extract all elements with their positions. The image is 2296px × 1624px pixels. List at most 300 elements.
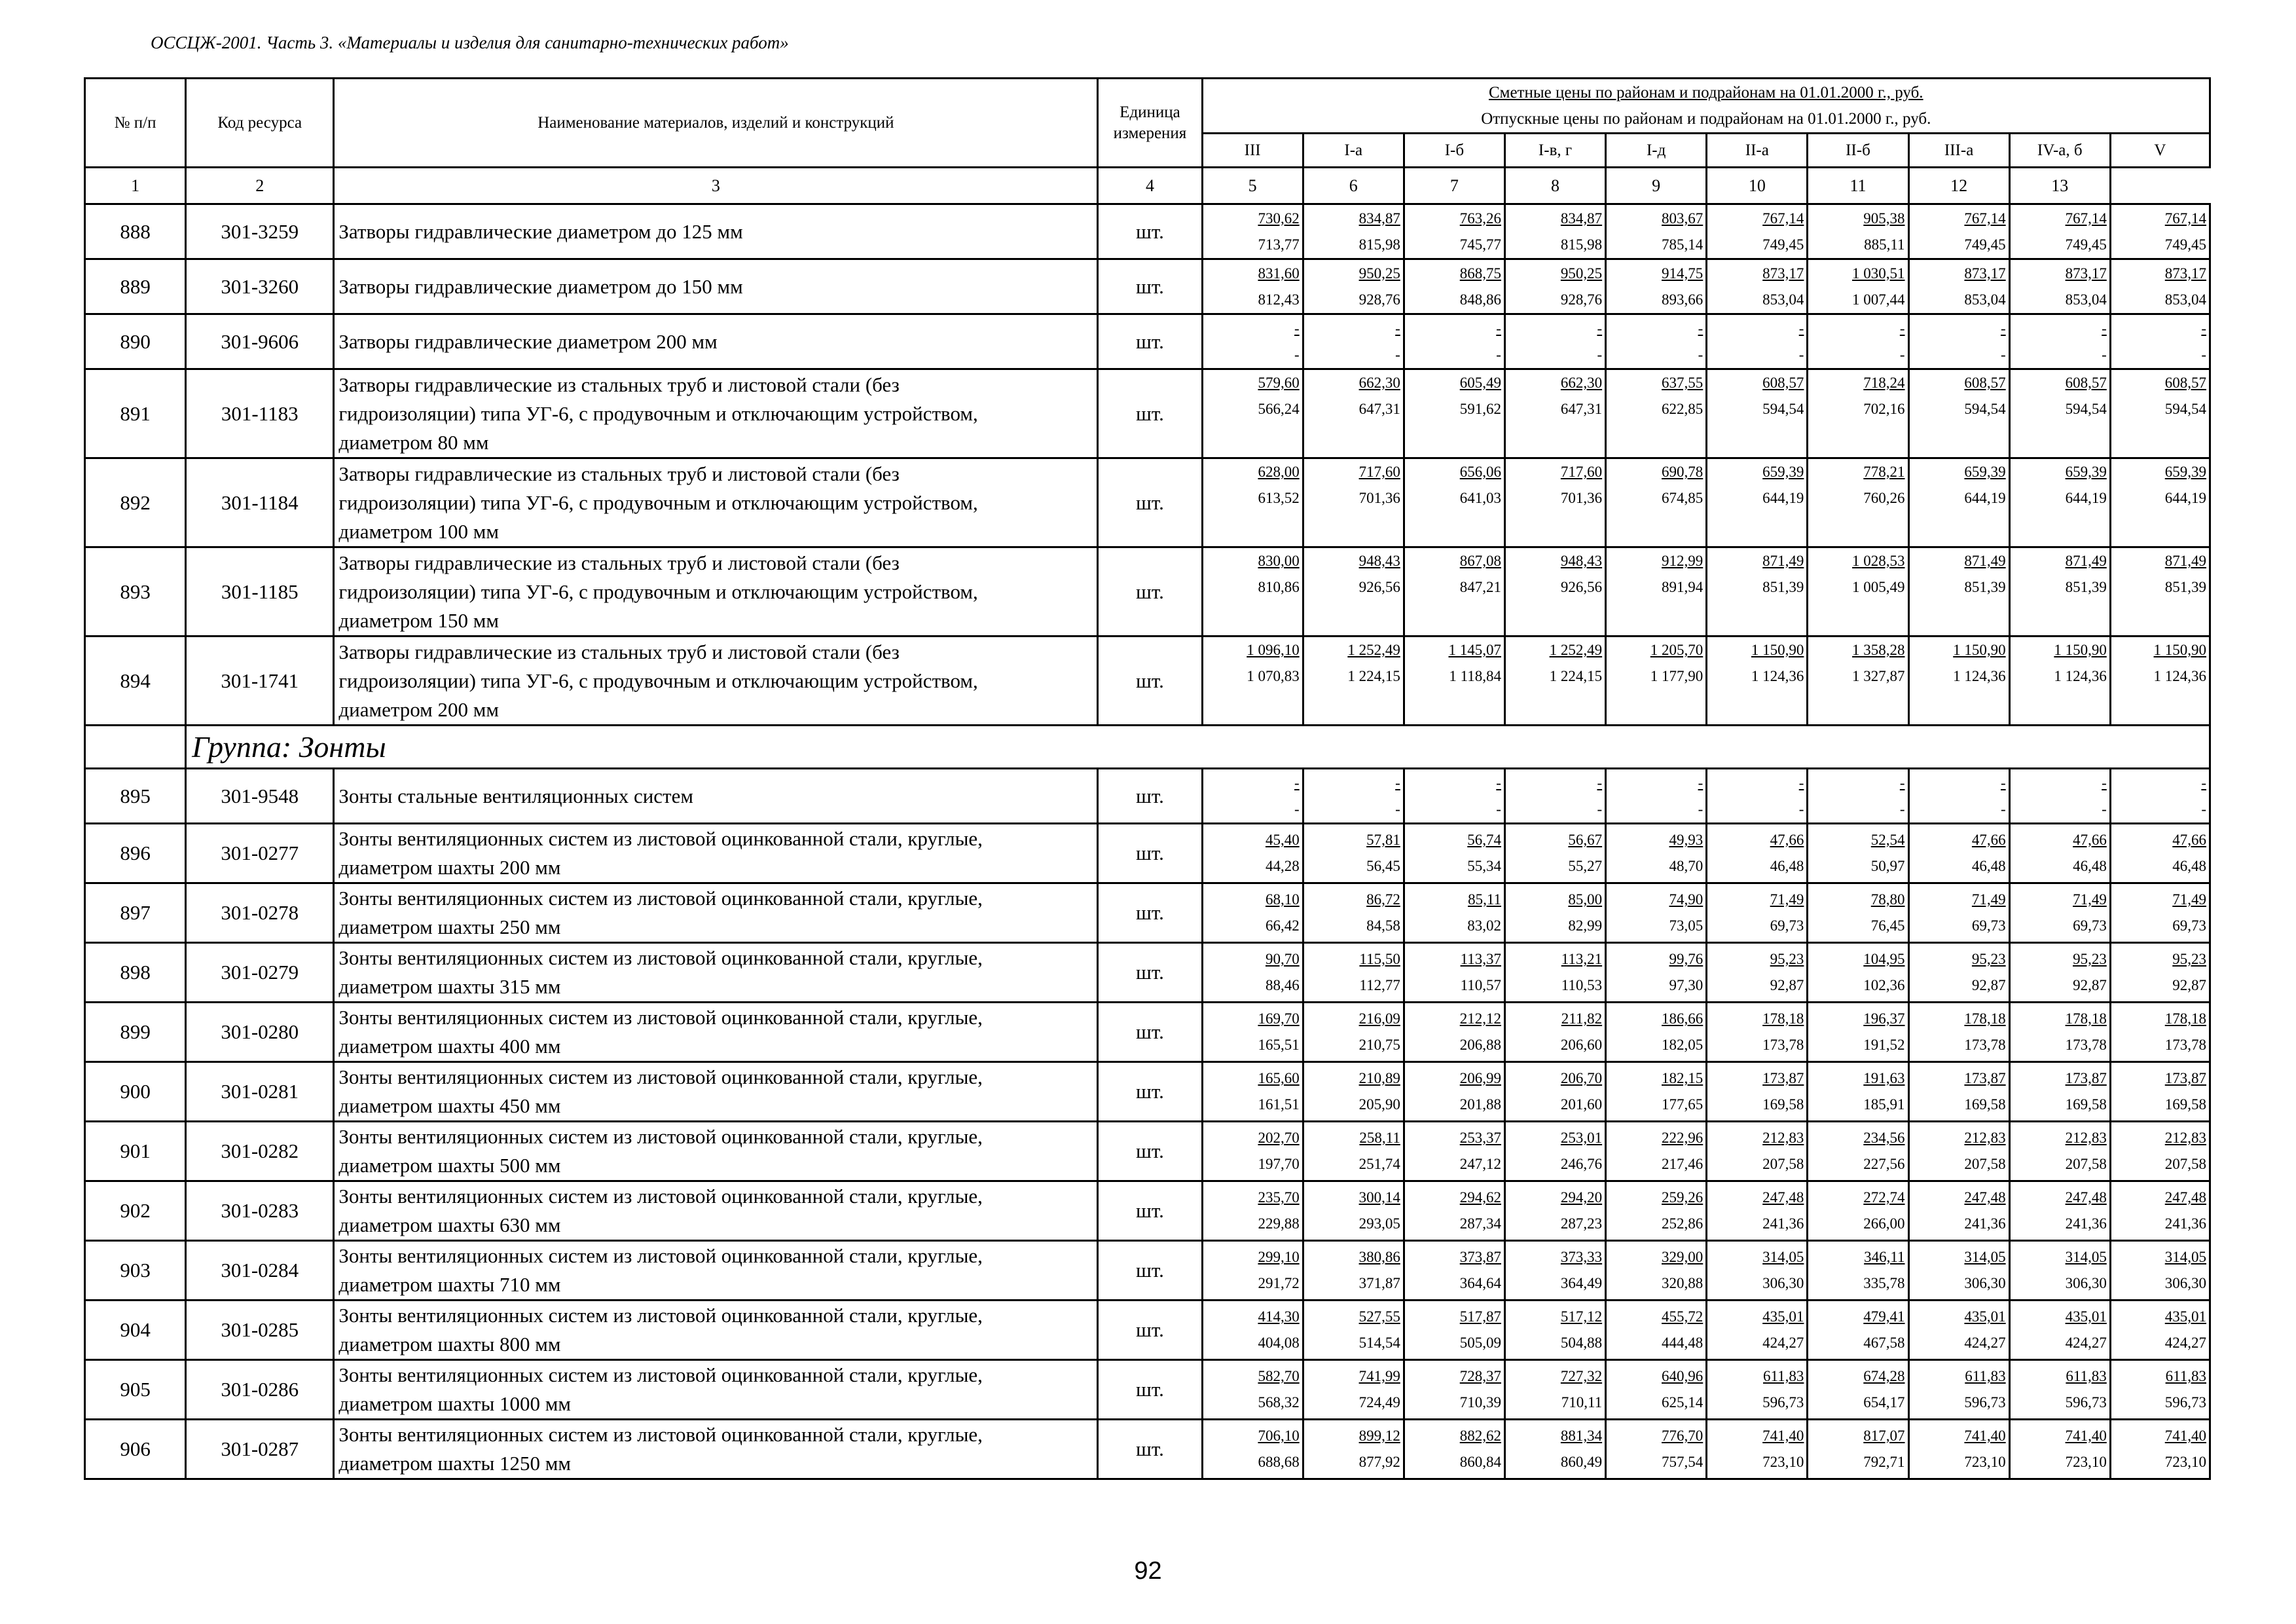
price-cell bbox=[1202, 943, 1303, 1003]
release-price: 1 007,44 bbox=[1852, 291, 1905, 308]
group-spacer bbox=[85, 726, 186, 769]
item-name bbox=[334, 1062, 1098, 1122]
estimated-price: 173,87 bbox=[2065, 1070, 2107, 1086]
price-cell bbox=[1908, 1241, 2009, 1301]
price-cell bbox=[2110, 769, 2210, 824]
release-price: 928,76 bbox=[1560, 291, 1603, 308]
release-price: 88,46 bbox=[1265, 977, 1300, 993]
estimated-price: 948,43 bbox=[1560, 553, 1603, 569]
release-price: 745,77 bbox=[1459, 236, 1501, 253]
price-cell bbox=[2009, 1181, 2110, 1241]
estimated-price: 873,17 bbox=[1964, 265, 2006, 282]
price-cell bbox=[1504, 1360, 1605, 1420]
release-price: 169,58 bbox=[2164, 1096, 2206, 1113]
price-cell bbox=[1202, 883, 1303, 943]
price-cell bbox=[1404, 943, 1504, 1003]
price-cell bbox=[1202, 1360, 1303, 1420]
release-price: 110,53 bbox=[1561, 977, 1603, 993]
column-index: 3 bbox=[334, 168, 1098, 204]
release-price: 306,30 bbox=[2065, 1275, 2107, 1291]
estimated-price: 380,86 bbox=[1358, 1249, 1400, 1265]
column-index: 1 bbox=[85, 168, 186, 204]
price-cell bbox=[1606, 824, 1707, 883]
estimated-price: 212,83 bbox=[2065, 1130, 2107, 1146]
price-cell bbox=[2110, 1301, 2210, 1360]
release-price: 467,58 bbox=[1863, 1335, 1905, 1351]
item-name-line: диаметром шахты 200 мм bbox=[338, 856, 561, 879]
estimated-price: 662,30 bbox=[1560, 375, 1603, 391]
release-price: 594,54 bbox=[1762, 401, 1804, 417]
release-price: 785,14 bbox=[1662, 236, 1704, 253]
price-cell bbox=[1606, 1122, 1707, 1181]
price-cell bbox=[1504, 458, 1605, 547]
release-price: 594,54 bbox=[2065, 401, 2107, 417]
table-row bbox=[85, 637, 2210, 726]
release-price: 424,27 bbox=[2164, 1335, 2206, 1351]
estimated-price: 178,18 bbox=[1964, 1010, 2006, 1027]
release-price: 206,88 bbox=[1459, 1037, 1501, 1053]
table-body-gates bbox=[85, 204, 2210, 726]
release-price: 1 070,83 bbox=[1247, 668, 1300, 684]
release-price: 724,49 bbox=[1358, 1394, 1400, 1411]
release-price: 1 177,90 bbox=[1650, 668, 1704, 684]
estimated-price: 608,57 bbox=[2164, 375, 2206, 391]
release-price: 335,78 bbox=[1863, 1275, 1905, 1291]
price-cell bbox=[2009, 1420, 2110, 1479]
estimated-price: - bbox=[2102, 774, 2107, 791]
estimated-price: 803,67 bbox=[1662, 210, 1704, 227]
estimated-price: 234,56 bbox=[1863, 1130, 1905, 1146]
estimated-price: 873,17 bbox=[2164, 265, 2206, 282]
estimated-price: 767,14 bbox=[1964, 210, 2006, 227]
price-cell bbox=[2110, 547, 2210, 637]
estimated-price: - bbox=[2201, 774, 2206, 791]
release-price: 69,73 bbox=[2073, 917, 2107, 934]
release-price: 444,48 bbox=[1662, 1335, 1704, 1351]
row-number: 902 bbox=[85, 1181, 186, 1241]
table-row bbox=[85, 824, 2210, 883]
price-table bbox=[84, 77, 2211, 1480]
release-price: 165,51 bbox=[1258, 1037, 1300, 1053]
estimated-price: 659,39 bbox=[1964, 464, 2006, 480]
estimated-price: 674,28 bbox=[1863, 1368, 1905, 1384]
release-price: 287,23 bbox=[1560, 1215, 1603, 1232]
price-cell bbox=[1202, 1241, 1303, 1301]
release-price: 169,58 bbox=[2065, 1096, 2107, 1113]
price-cell bbox=[1202, 1122, 1303, 1181]
item-name-line: Затворы гидравлические из стальных труб и листовой стали (без bbox=[338, 640, 900, 663]
item-name bbox=[334, 769, 1098, 824]
release-price: 647,31 bbox=[1358, 401, 1400, 417]
column-index-row bbox=[85, 168, 2210, 204]
release-price: 252,86 bbox=[1662, 1215, 1704, 1232]
item-name bbox=[334, 458, 1098, 547]
region-header: I-в, г bbox=[1504, 134, 1605, 168]
price-cell bbox=[1606, 547, 1707, 637]
table-row bbox=[85, 259, 2210, 314]
region-header: III bbox=[1202, 134, 1303, 168]
unit-of-measure: шт. bbox=[1098, 637, 1202, 726]
resource-code: 301-0279 bbox=[186, 943, 334, 1003]
estimated-price: 873,17 bbox=[1762, 265, 1804, 282]
release-price: 55,27 bbox=[1568, 858, 1603, 874]
price-cell bbox=[1404, 1420, 1504, 1479]
item-name-line: диаметром шахты 710 мм bbox=[338, 1273, 561, 1296]
price-cell bbox=[1202, 1062, 1303, 1122]
estimated-price: 741,40 bbox=[1964, 1428, 2006, 1444]
price-cell bbox=[2110, 458, 2210, 547]
item-name-line: гидроизоляции) типа УГ-6, с продувочным и отключающим устройством, bbox=[338, 490, 978, 514]
estimated-price: 90,70 bbox=[1265, 951, 1300, 967]
estimated-price: 871,49 bbox=[1964, 553, 2006, 569]
region-header: I-д bbox=[1606, 134, 1707, 168]
price-cell bbox=[1303, 547, 1404, 637]
estimated-price: 86,72 bbox=[1366, 891, 1400, 908]
release-price: 701,36 bbox=[1560, 490, 1603, 506]
release-price: - bbox=[2102, 346, 2107, 363]
release-price: 1 124,36 bbox=[2054, 668, 2107, 684]
unit-of-measure: шт. bbox=[1098, 769, 1202, 824]
table-row bbox=[85, 314, 2210, 369]
estimated-price: 914,75 bbox=[1662, 265, 1704, 282]
release-price: 877,92 bbox=[1358, 1454, 1400, 1470]
item-name-line: гидроизоляции) типа УГ-6, с продувочным и отключающим устройством, bbox=[338, 669, 978, 692]
release-price: 110,57 bbox=[1460, 977, 1501, 993]
release-price: 594,54 bbox=[2164, 401, 2206, 417]
resource-code: 301-0277 bbox=[186, 824, 334, 883]
estimated-price: 186,66 bbox=[1662, 1010, 1704, 1027]
estimated-price: - bbox=[2102, 320, 2107, 337]
release-price: 514,54 bbox=[1358, 1335, 1400, 1351]
price-cell bbox=[1202, 204, 1303, 259]
release-price: 848,86 bbox=[1459, 291, 1501, 308]
price-cell bbox=[1303, 1360, 1404, 1420]
estimated-price: 47,66 bbox=[2172, 832, 2206, 848]
price-cell bbox=[1808, 1420, 1908, 1479]
price-cell bbox=[2009, 547, 2110, 637]
price-cell bbox=[1504, 259, 1605, 314]
release-price: 173,78 bbox=[1762, 1037, 1804, 1053]
price-cell bbox=[1504, 824, 1605, 883]
release-price: 102,36 bbox=[1863, 977, 1905, 993]
estimated-price: 659,39 bbox=[2164, 464, 2206, 480]
estimated-price: 741,40 bbox=[2164, 1428, 2206, 1444]
table-row bbox=[85, 369, 2210, 458]
region-header: III-а bbox=[1908, 134, 2009, 168]
release-price: - bbox=[1899, 800, 1905, 817]
release-price: 860,84 bbox=[1459, 1454, 1501, 1470]
release-price: - bbox=[1395, 800, 1400, 817]
header-name: Наименование материалов, изделий и конструкций bbox=[334, 79, 1098, 168]
column-index: 12 bbox=[1908, 168, 2009, 204]
price-cell bbox=[1808, 1062, 1908, 1122]
price-cell bbox=[2009, 204, 2110, 259]
item-name-line: Зонты вентиляционных систем из листовой оцинкованной стали, круглые, bbox=[338, 946, 983, 969]
release-price: - bbox=[1698, 346, 1704, 363]
price-cell bbox=[1504, 943, 1605, 1003]
price-cell bbox=[1202, 824, 1303, 883]
estimated-price: 455,72 bbox=[1662, 1308, 1704, 1325]
estimated-price: 868,75 bbox=[1459, 265, 1501, 282]
region-header: V bbox=[2110, 134, 2210, 168]
price-cell bbox=[1504, 547, 1605, 637]
release-price: 69,73 bbox=[1770, 917, 1804, 934]
estimated-price: 85,11 bbox=[1468, 891, 1501, 908]
estimated-price: 373,87 bbox=[1459, 1249, 1501, 1265]
release-price: 69,73 bbox=[1971, 917, 2006, 934]
estimated-price: 730,62 bbox=[1258, 210, 1300, 227]
estimated-price: - bbox=[2201, 320, 2206, 337]
price-cell bbox=[2110, 637, 2210, 726]
item-name-line: Зонты вентиляционных систем из листовой оцинкованной стали, круглые, bbox=[338, 1185, 983, 1208]
release-price: 749,45 bbox=[2065, 236, 2107, 253]
price-cell bbox=[2009, 369, 2110, 458]
price-cell bbox=[1808, 883, 1908, 943]
page-number: 92 bbox=[1134, 1557, 1162, 1585]
price-cell bbox=[1707, 637, 1808, 726]
item-name-line: диаметром 100 мм bbox=[338, 519, 500, 543]
price-cell bbox=[1303, 769, 1404, 824]
estimated-price: 1 096,10 bbox=[1247, 642, 1300, 658]
price-cell bbox=[1606, 1181, 1707, 1241]
release-price: 182,05 bbox=[1662, 1037, 1704, 1053]
estimated-price: 222,96 bbox=[1662, 1130, 1704, 1146]
unit-of-measure: шт. bbox=[1098, 1003, 1202, 1062]
estimated-price: 1 252,49 bbox=[1549, 642, 1603, 658]
price-cell bbox=[1404, 824, 1504, 883]
resource-code: 301-1185 bbox=[186, 547, 334, 637]
group-row-body bbox=[85, 726, 2210, 769]
release-price: - bbox=[2201, 346, 2206, 363]
unit-of-measure: шт. bbox=[1098, 547, 1202, 637]
header-unit: Единица измерения bbox=[1098, 79, 1202, 168]
price-cell bbox=[1404, 259, 1504, 314]
resource-code: 301-0287 bbox=[186, 1420, 334, 1479]
price-cell bbox=[1707, 1420, 1808, 1479]
price-cell bbox=[2110, 943, 2210, 1003]
header-num: № п/п bbox=[85, 79, 186, 168]
item-name-line: диаметром шахты 630 мм bbox=[338, 1213, 561, 1236]
estimated-price: 212,83 bbox=[2164, 1130, 2206, 1146]
estimated-price: 68,10 bbox=[1265, 891, 1300, 908]
row-number: 904 bbox=[85, 1301, 186, 1360]
region-header: IV-а, б bbox=[2009, 134, 2110, 168]
release-price: 1 124,36 bbox=[2153, 668, 2206, 684]
resource-code: 301-1184 bbox=[186, 458, 334, 547]
release-price: 169,58 bbox=[1762, 1096, 1804, 1113]
price-cell bbox=[1808, 547, 1908, 637]
column-index: 10 bbox=[1707, 168, 1808, 204]
release-price: 173,78 bbox=[1964, 1037, 2006, 1053]
estimated-price: 346,11 bbox=[1864, 1249, 1905, 1265]
item-name-line: Затворы гидравлические из стальных труб и листовой стали (без bbox=[338, 462, 900, 485]
price-cell bbox=[2110, 1420, 2210, 1479]
estimated-price: 950,25 bbox=[1358, 265, 1400, 282]
release-price: 851,39 bbox=[2065, 579, 2107, 595]
estimated-price: 300,14 bbox=[1358, 1189, 1400, 1206]
resource-code: 301-0283 bbox=[186, 1181, 334, 1241]
estimated-price: 830,00 bbox=[1258, 553, 1300, 569]
estimated-price: 173,87 bbox=[2164, 1070, 2206, 1086]
price-cell bbox=[1303, 259, 1404, 314]
estimated-price: 834,87 bbox=[1358, 210, 1400, 227]
price-cell bbox=[2009, 314, 2110, 369]
release-price: 568,32 bbox=[1258, 1394, 1300, 1411]
estimated-price: 71,49 bbox=[1971, 891, 2006, 908]
column-index: 2 bbox=[186, 168, 334, 204]
resource-code: 301-0285 bbox=[186, 1301, 334, 1360]
row-number: 897 bbox=[85, 883, 186, 943]
estimated-price: - bbox=[2001, 320, 2006, 337]
estimated-price: 717,60 bbox=[1560, 464, 1603, 480]
price-cell bbox=[1908, 1360, 2009, 1420]
unit-of-measure: шт. bbox=[1098, 1301, 1202, 1360]
estimated-price: 414,30 bbox=[1258, 1308, 1300, 1325]
estimated-price: 905,38 bbox=[1863, 210, 1905, 227]
header-code: Код ресурса bbox=[186, 79, 334, 168]
price-cell bbox=[1303, 314, 1404, 369]
release-price: 504,88 bbox=[1560, 1335, 1603, 1351]
estimated-price: 1 150,90 bbox=[2054, 642, 2107, 658]
unit-of-measure: шт. bbox=[1098, 883, 1202, 943]
estimated-price: 873,17 bbox=[2065, 265, 2107, 282]
estimated-price: 235,70 bbox=[1258, 1189, 1300, 1206]
price-cell bbox=[1808, 314, 1908, 369]
row-number: 906 bbox=[85, 1420, 186, 1479]
release-price: 217,46 bbox=[1662, 1156, 1704, 1172]
release-price: 851,39 bbox=[1762, 579, 1804, 595]
release-price: - bbox=[1798, 346, 1804, 363]
item-name-line: диаметром шахты 800 мм bbox=[338, 1333, 561, 1356]
price-cell bbox=[1404, 1003, 1504, 1062]
estimated-price: 912,99 bbox=[1662, 553, 1704, 569]
price-cell bbox=[2009, 458, 2110, 547]
item-name-line: диаметром 200 мм bbox=[338, 697, 500, 721]
release-price: 885,11 bbox=[1864, 236, 1905, 253]
price-cell bbox=[1202, 458, 1303, 547]
unit-of-measure: шт. bbox=[1098, 943, 1202, 1003]
estimated-price: 272,74 bbox=[1863, 1189, 1905, 1206]
release-price: 92,87 bbox=[2073, 977, 2107, 993]
estimated-price: - bbox=[1798, 774, 1804, 791]
release-price: 851,39 bbox=[2164, 579, 2206, 595]
release-price: 46,48 bbox=[2172, 858, 2206, 874]
price-cell bbox=[2110, 1003, 2210, 1062]
region-header: II-а bbox=[1707, 134, 1808, 168]
estimated-price: 47,66 bbox=[2073, 832, 2107, 848]
price-cell bbox=[2009, 943, 2110, 1003]
price-cell bbox=[2009, 769, 2110, 824]
estimated-price: 656,06 bbox=[1459, 464, 1501, 480]
row-number: 889 bbox=[85, 259, 186, 314]
release-price: 46,48 bbox=[1971, 858, 2006, 874]
release-price: 1 224,15 bbox=[1347, 668, 1400, 684]
price-cell bbox=[1404, 1360, 1504, 1420]
estimated-price: - bbox=[1294, 774, 1300, 791]
price-cell bbox=[1908, 259, 2009, 314]
price-cell bbox=[1404, 458, 1504, 547]
price-cell bbox=[1202, 259, 1303, 314]
estimated-price: 718,24 bbox=[1863, 375, 1905, 391]
estimated-price: 71,49 bbox=[2073, 891, 2107, 908]
estimated-price: - bbox=[1798, 320, 1804, 337]
table-body-hoods bbox=[85, 769, 2210, 1479]
release-price: 1 124,36 bbox=[1751, 668, 1804, 684]
release-price: 161,51 bbox=[1258, 1096, 1300, 1113]
estimated-price: 95,23 bbox=[1770, 951, 1804, 967]
document-header: ОССЦЖ-2001. Часть 3. «Материалы и изделия для санитарно-технических работ» bbox=[151, 33, 789, 52]
unit-of-measure: шт. bbox=[1098, 1181, 1202, 1241]
header-prices-estimated: Сметные цены по районам и подрайонам на 01.01.2000 г., руб. bbox=[1488, 83, 1923, 101]
estimated-price: 212,12 bbox=[1459, 1010, 1501, 1027]
price-cell bbox=[1303, 637, 1404, 726]
estimated-price: 728,37 bbox=[1459, 1368, 1501, 1384]
item-name-line: диаметром 80 мм bbox=[338, 430, 489, 454]
estimated-price: 49,93 bbox=[1669, 832, 1704, 848]
release-price: 287,34 bbox=[1459, 1215, 1501, 1232]
estimated-price: 435,01 bbox=[1762, 1308, 1804, 1325]
price-cell bbox=[1707, 824, 1808, 883]
price-cell bbox=[1504, 204, 1605, 259]
estimated-price: 78,80 bbox=[1870, 891, 1905, 908]
table-row bbox=[85, 1241, 2210, 1301]
header-prices bbox=[1202, 79, 2210, 134]
resource-code: 301-9606 bbox=[186, 314, 334, 369]
table-row bbox=[85, 547, 2210, 637]
release-price: 48,70 bbox=[1669, 858, 1704, 874]
estimated-price: 882,62 bbox=[1459, 1428, 1501, 1444]
estimated-price: 867,08 bbox=[1459, 553, 1501, 569]
header-prices-release: Отпускные цены по районам и подрайонам на 01.01.2000 г., руб. bbox=[1481, 109, 1931, 128]
estimated-price: 778,21 bbox=[1863, 464, 1905, 480]
estimated-price: 169,70 bbox=[1258, 1010, 1300, 1027]
price-cell bbox=[1707, 769, 1808, 824]
release-price: 749,45 bbox=[1762, 236, 1804, 253]
unit-of-measure: шт. bbox=[1098, 369, 1202, 458]
price-cell bbox=[1606, 1003, 1707, 1062]
region-header: II-б bbox=[1808, 134, 1908, 168]
estimated-price: 71,49 bbox=[1770, 891, 1804, 908]
estimated-price: 611,83 bbox=[2066, 1368, 2107, 1384]
price-cell bbox=[1908, 547, 2009, 637]
row-number: 888 bbox=[85, 204, 186, 259]
release-price: 893,66 bbox=[1662, 291, 1704, 308]
item-name-line: диаметром шахты 1250 мм bbox=[338, 1452, 572, 1475]
row-number: 900 bbox=[85, 1062, 186, 1122]
item-name-line: диаметром шахты 400 мм bbox=[338, 1035, 561, 1058]
estimated-price: 611,83 bbox=[2165, 1368, 2206, 1384]
price-cell bbox=[1202, 1301, 1303, 1360]
price-cell bbox=[1202, 769, 1303, 824]
price-cell bbox=[2110, 314, 2210, 369]
release-price: 251,74 bbox=[1358, 1156, 1400, 1172]
resource-code: 301-1741 bbox=[186, 637, 334, 726]
price-cell bbox=[2110, 824, 2210, 883]
item-name bbox=[334, 1003, 1098, 1062]
item-name bbox=[334, 314, 1098, 369]
table-row bbox=[85, 1003, 2210, 1062]
release-price: 566,24 bbox=[1258, 401, 1300, 417]
unit-of-measure: шт. bbox=[1098, 1241, 1202, 1301]
estimated-price: - bbox=[2001, 774, 2006, 791]
row-number: 903 bbox=[85, 1241, 186, 1301]
release-price: 644,19 bbox=[2065, 490, 2107, 506]
item-name-line: Зонты вентиляционных систем из листовой оцинкованной стали, круглые, bbox=[338, 887, 983, 910]
row-number: 895 bbox=[85, 769, 186, 824]
item-name-line: диаметром шахты 500 мм bbox=[338, 1154, 561, 1177]
price-cell bbox=[1202, 314, 1303, 369]
group-label: Группа: Зонты bbox=[186, 726, 2210, 769]
